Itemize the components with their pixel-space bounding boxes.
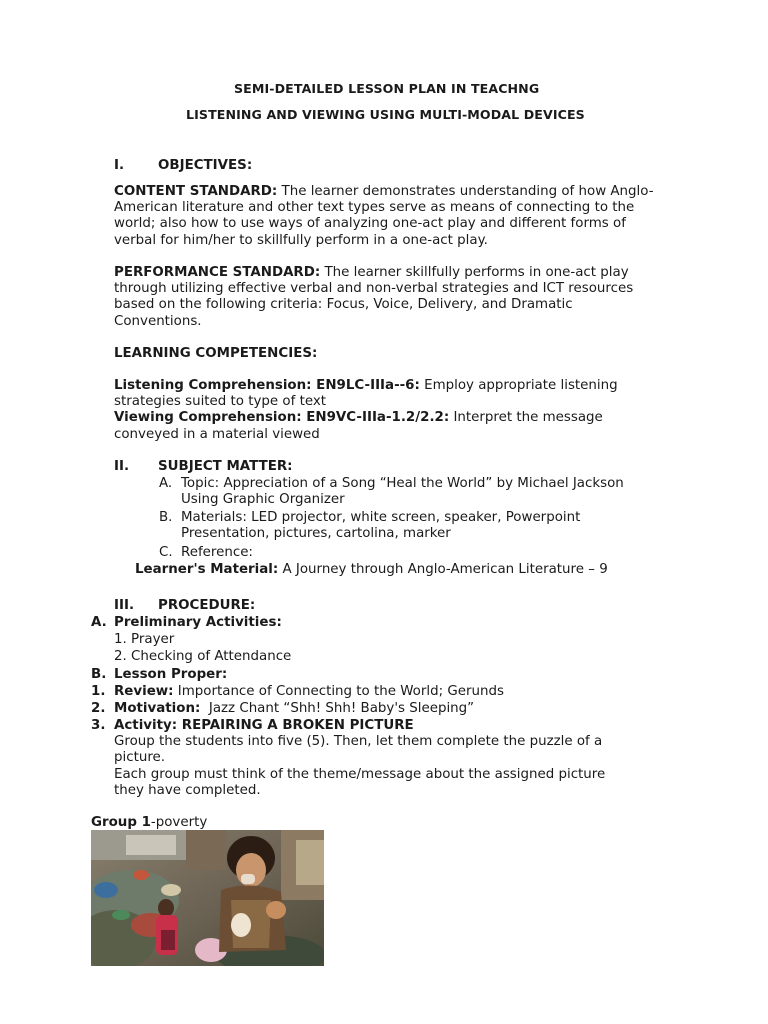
list-marker: A. (159, 476, 173, 491)
performance-standard (114, 265, 633, 330)
poverty-photo (91, 830, 324, 966)
section-number-subject-matter: II. (114, 459, 130, 474)
doc-title: SEMI-DETAILED LESSON PLAN IN TEACHNG (234, 81, 540, 96)
list-marker: 2. (91, 701, 106, 716)
preliminary-item: 1. Prayer (114, 632, 175, 647)
performance-standard-label: PERFORMANCE STANDARD: (114, 265, 321, 280)
viewing-competency-line: Interpret the message (453, 410, 603, 426)
list-marker: A. (91, 615, 107, 630)
activity-label: Activity: REPAIRING A BROKEN PICTURE (114, 718, 414, 733)
performance-standard-line: through utilizing effective verbal and non-verbal strategies and ICT resources (114, 281, 634, 297)
section-heading-procedure: PROCEDURE: (158, 598, 256, 613)
content-standard-line: The learner demonstrates understanding of how Anglo- (281, 184, 654, 199)
list-marker: 1. (91, 684, 106, 699)
listening-competency-label: Listening Comprehension: EN9LC-IIIa--6: (114, 378, 420, 393)
activity-line: they have completed. (114, 782, 261, 798)
performance-standard-line: based on the following criteria: Focus, Voice, Delivery, and Dramatic (114, 297, 573, 313)
preliminary-item: 2. Checking of Attendance (114, 649, 292, 664)
list-marker: B. (91, 667, 107, 682)
group-1-label: Group 1 (91, 815, 151, 830)
listening-competency (114, 378, 618, 443)
subject-topic-line: Topic: Appreciation of a Song “Heal the World” by Michael Jackson (181, 476, 624, 491)
activity-item (114, 718, 605, 799)
subject-materials-line: Presentation, pictures, cartolina, marker (181, 526, 451, 542)
activity-line: Group the students into five (5). Then, let them complete the puzzle of a (114, 734, 603, 750)
list-marker: C. (159, 545, 173, 560)
section-heading-subject-matter: SUBJECT MATTER: (158, 459, 293, 474)
activity-line: picture. (114, 750, 166, 766)
subject-materials (181, 510, 580, 542)
learning-competencies-heading: LEARNING COMPETENCIES: (114, 346, 318, 361)
group-1-theme: -poverty (150, 815, 208, 830)
subject-materials-line: Materials: LED projector, white screen, speaker, Powerpoint (181, 510, 581, 525)
learners-material-label: Learner's Material: (135, 562, 279, 577)
list-marker: B. (159, 510, 173, 525)
performance-standard-line: Conventions. (114, 313, 202, 329)
learners-material (135, 562, 608, 578)
learners-material-text: A Journey through Anglo-American Literature – 9 (282, 562, 608, 577)
content-standard-label: CONTENT STANDARD: (114, 184, 278, 199)
activity-line: Each group must think of the theme/message about the assigned picture (114, 766, 606, 782)
performance-standard-line: The learner skillfully performs in one-act play (324, 265, 629, 280)
section-number-objectives: I. (114, 158, 125, 173)
group-1-caption (91, 815, 207, 831)
content-standard-line: world; also how to use ways of analyzing one-act play and different forms of (114, 216, 626, 232)
motivation-label: Motivation: (114, 701, 201, 716)
section-number-procedure: III. (114, 598, 135, 613)
content-standard-line: American literature and other text types serve as means of connecting to the (114, 200, 635, 216)
subject-topic (181, 476, 624, 508)
review-text: Importance of Connecting to the World; Gerunds (177, 684, 504, 699)
review-item (114, 684, 504, 700)
lesson-proper-label: Lesson Proper: (114, 667, 228, 682)
viewing-competency-line: conveyed in a material viewed (114, 426, 320, 442)
review-label: Review: (114, 684, 174, 699)
listening-competency-line: Employ appropriate listening (424, 378, 618, 393)
motivation-item (114, 701, 474, 717)
viewing-competency-label: Viewing Comprehension: EN9VC-IIIa-1.2/2.2: (114, 410, 450, 426)
motivation-text: Jazz Chant “Shh! Shh! Baby's Sleeping” (208, 701, 475, 716)
doc-subtitle: LISTENING AND VIEWING USING MULTI-MODAL DEVICES (186, 107, 585, 122)
subject-reference: Reference: (181, 545, 253, 560)
content-standard (114, 184, 654, 249)
preliminary-activities-label: Preliminary Activities: (114, 615, 282, 630)
listening-competency-line: strategies suited to type of text (114, 394, 327, 410)
list-marker: 3. (91, 718, 106, 733)
subject-topic-line: Using Graphic Organizer (181, 492, 345, 508)
section-heading-objectives: OBJECTIVES: (158, 158, 253, 173)
content-standard-line: verbal for him/her to skillfully perform in a one-act play. (114, 232, 488, 248)
